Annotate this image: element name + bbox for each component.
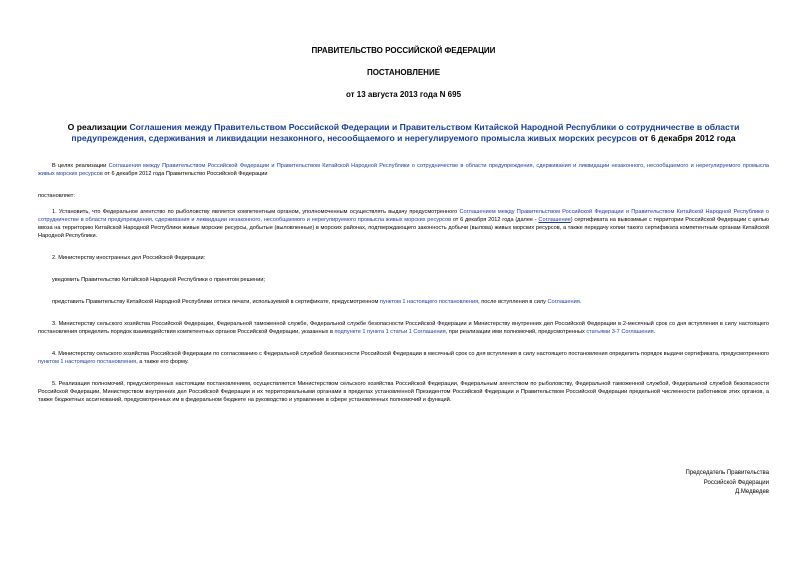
- paragraph-1-short-agreement-link[interactable]: Соглашение: [538, 217, 571, 223]
- paragraph-2b-text-a: представить Правительству Китайской Народной Республики оттиск печати, используемой в сертификате, предусмотренном: [52, 299, 380, 305]
- paragraph-1-text-c: ) сертификата на вывозимые с территории Российской Федерации с целью ввоза на территорию Китайской Народной Республики живые морские ресурсы, добытые (выловленные) в морских районах, подтверждающего законность добычи (вылова) живых морских ресурсов, а также передачу копии такого сертификата компетентным органам Китайской Народной Республики.: [38, 217, 769, 239]
- paragraph-1: [38, 208, 769, 240]
- paragraph-3-articles-link[interactable]: статьями 3-7 Соглашения: [586, 329, 654, 335]
- intro-prefix: В целях реализации: [52, 163, 109, 169]
- paragraph-2b: [38, 298, 769, 306]
- paragraph-2b-agreement-link[interactable]: Соглашения: [547, 299, 580, 305]
- paragraph-1-agreement-link[interactable]: Соглашением между Правительством Российской Федерации и Правительством Китайской Народной Республики о сотрудничестве в области предупреждения, сдерживания и ликвидации незаконного, несообщаемого и нерегулируемого промысла живых морских ресурсов: [38, 209, 769, 223]
- signature-block: [685, 469, 769, 498]
- paragraph-4-text-a: 4. Министерству сельского хозяйства Российской Федерации по согласованию с Федеральной службой безопасности Российской Федерации в месячный срок со дня вступления в силу настоящего постановления определить порядок выдачи сертификата, предусмотренного: [52, 351, 769, 357]
- paragraph-2b-text-b: , после вступления в силу: [478, 299, 548, 305]
- intro-agreement-link[interactable]: Соглашения между Правительством Российской Федерации и Правительством Китайской Народной Республики о сотрудничестве в области предупреждения, сдерживания и ликвидации незаконного, несообщаемого и нерегулируемого промысла живых морских ресурсов: [38, 163, 769, 177]
- paragraph-4-point-link[interactable]: пунктом 1 настоящего постановления: [38, 359, 137, 365]
- paragraph-4: [38, 350, 769, 366]
- document-title: [38, 122, 769, 144]
- title-suffix: от 6 декабря 2012 года: [636, 133, 736, 143]
- paragraph-5: 5. Реализация полномочий, предусмотренных настоящим постановлением, осуществляется Министерством сельского хозяйства Российской Федерации, Федеральным агентством по рыболовству, Федеральной таможенной службой, Федеральной службой безопасности Российской Федерации, Министерством внутренних дел Российской Федерации и их территориальными органами в пределах установленной Президентом Российской Федерации и Правительством Российской Федерации предельной численности работников этих органов, а также бюджетных ассигнований, предусмотренных им в федеральном бюджете на руководство и управление в сфере установленных полномочий и функций.: [38, 381, 769, 403]
- paragraph-3: [38, 320, 769, 336]
- document-type: ПОСТАНОВЛЕНИЕ: [366, 68, 441, 77]
- intro-suffix: от 6 декабря 2012 года Правительство Российской Федерации: [102, 171, 268, 177]
- signature-name: Д.Медведев: [735, 489, 769, 495]
- intro-paragraph: [38, 162, 769, 178]
- document-date-number: от 13 августа 2013 года N 695: [345, 90, 462, 99]
- government-header: ПРАВИТЕЛЬСТВО РОССИЙСКОЙ ФЕДЕРАЦИИ: [311, 46, 496, 55]
- title-prefix: О реализации: [67, 122, 130, 132]
- signature-country: Российской Федерации: [703, 479, 769, 486]
- paragraph-4-text-b: , а также его форму.: [136, 359, 189, 365]
- signature-position: Председатель Правительства: [685, 470, 769, 476]
- paragraph-2b-text-c: .: [579, 299, 582, 305]
- paragraph-1-text-a: 1. Установить, что Федеральное агентство по рыболовству является компетентным органом, уполномоченным осуществлять выдачу предусмотренного: [52, 209, 460, 215]
- paragraph-3-text-c: .: [653, 329, 656, 335]
- title-agreement-link[interactable]: Соглашения между Правительством Российской Федерации и Правительством Китайской Народной Республики о сотрудничестве в области предупреждения, сдерживания и ликвидации незаконного, несообщаемого и нерегулируемого промысла живых морских ресурсов: [71, 122, 740, 143]
- paragraph-3-text-b: , при реализации ими полномочий, предусмотренных: [445, 329, 587, 335]
- paragraph-1-text-b: от 6 декабря 2012 года (далее -: [451, 217, 539, 223]
- paragraph-2a: уведомить Правительство Китайской Народной Республики о принятом решении;: [52, 277, 266, 283]
- decree-word: постановляет:: [38, 193, 75, 199]
- paragraph-3-text-a: 3. Министерству сельского хозяйства Российской Федерации, Федеральной таможенной службе, Федеральной службе безопасности Российской Федерации и Министерству внутренних дел Российской Федерации в 2-месячный срок со дня вступления в силу настоящего постановления определить порядок взаимодействия компетентных органов Российской Федерации, указанных в: [38, 321, 769, 335]
- paragraph-3-subpoint-link[interactable]: подпункте 1 пункта 1 статьи 1 Соглашения: [334, 329, 446, 335]
- paragraph-2b-point-link[interactable]: пунктом 1 настоящего постановления: [379, 299, 479, 305]
- paragraph-2: 2. Министерству иностранных дел Российской Федерации:: [52, 255, 206, 261]
